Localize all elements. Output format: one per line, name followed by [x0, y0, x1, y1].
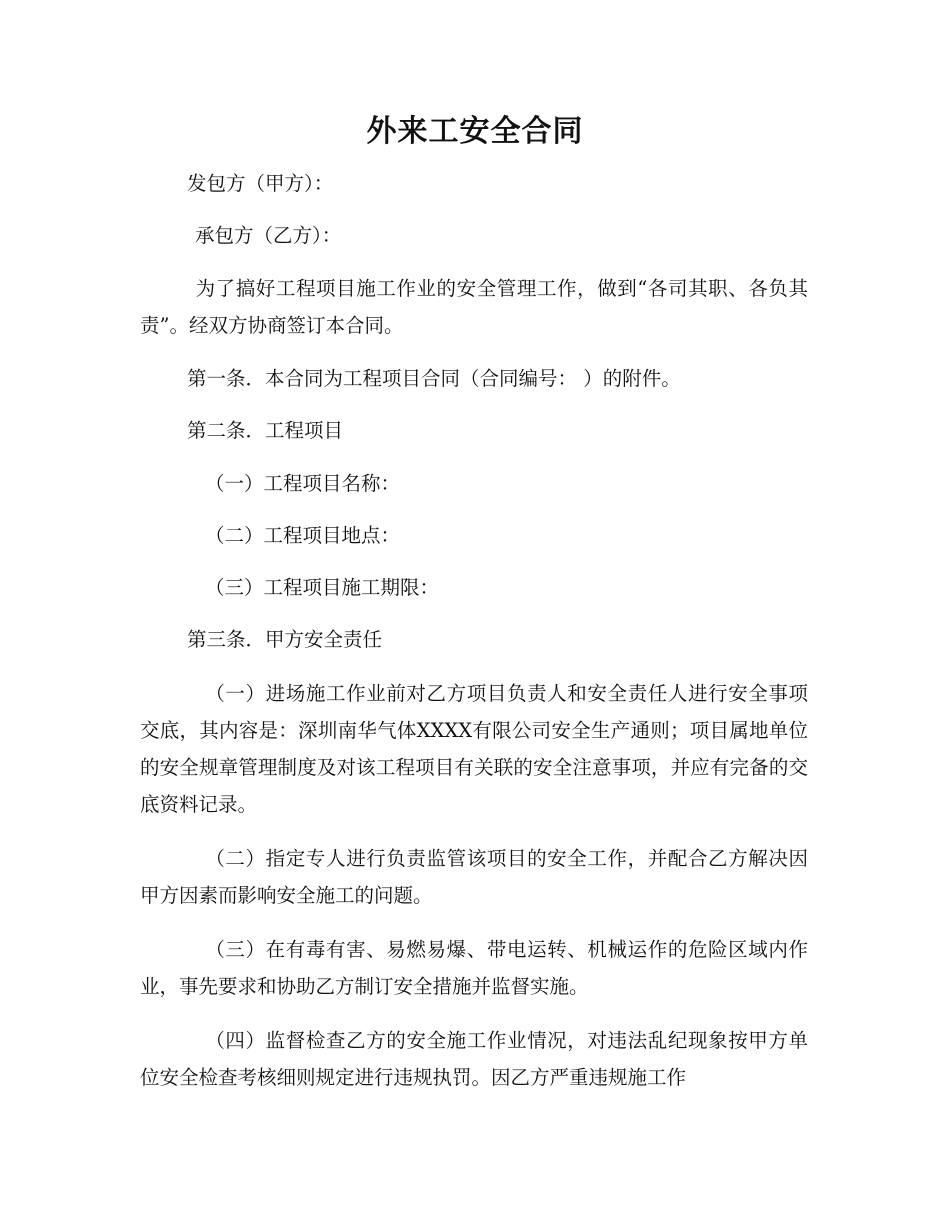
- document-title: 外来工安全合同: [366, 114, 584, 149]
- article-2-item-3: （三）工程项目施工期限：: [205, 576, 440, 599]
- article-3-item-1: （一）进场施工作业前对乙方项目负责人和安全责任人进行安全事项交底，其内容是：深圳南华气体XXXX有限公司安全生产通则；项目属地单位的安全规章管理制度及对该工程项目有关联的安全注意事项，并应有完备的交底资料记录。: [140, 682, 808, 816]
- article-3-heading: 第三条．甲方安全责任: [187, 628, 383, 651]
- article-3-item-3: （三）在有毒有害、易燃易爆、带电运转、机械运作的危险区域内作业，事先要求和协助乙方制订安全措施并监督实施。: [140, 938, 808, 998]
- article-3-item-2: （二）指定专人进行负责监管该项目的安全工作，并配合乙方解决因甲方因素而影响安全施工的问题。: [140, 847, 808, 907]
- party-a-label: 发包方（甲方）：: [187, 172, 334, 195]
- article-2-item-1: （一）工程项目名称：: [205, 472, 401, 495]
- article-2-heading: 第二条．工程项目: [187, 419, 344, 442]
- article-1: 第一条．本合同为工程项目合同（合同编号： ）的附件。: [187, 367, 681, 390]
- intro-paragraph: 为了搞好工程项目施工作业的安全管理工作，做到“各司其职、各负其责”。经双方协商签订本合同。: [140, 277, 808, 337]
- party-b-label: 承包方（乙方）：: [195, 224, 342, 247]
- article-3-item-4: （四）监督检查乙方的安全施工作业情况，对违法乱纪现象按甲方单位安全检查考核细则规定进行违规执罚。因乙方严重违规施工作: [140, 1029, 808, 1089]
- article-2-item-2: （二）工程项目地点：: [205, 524, 401, 547]
